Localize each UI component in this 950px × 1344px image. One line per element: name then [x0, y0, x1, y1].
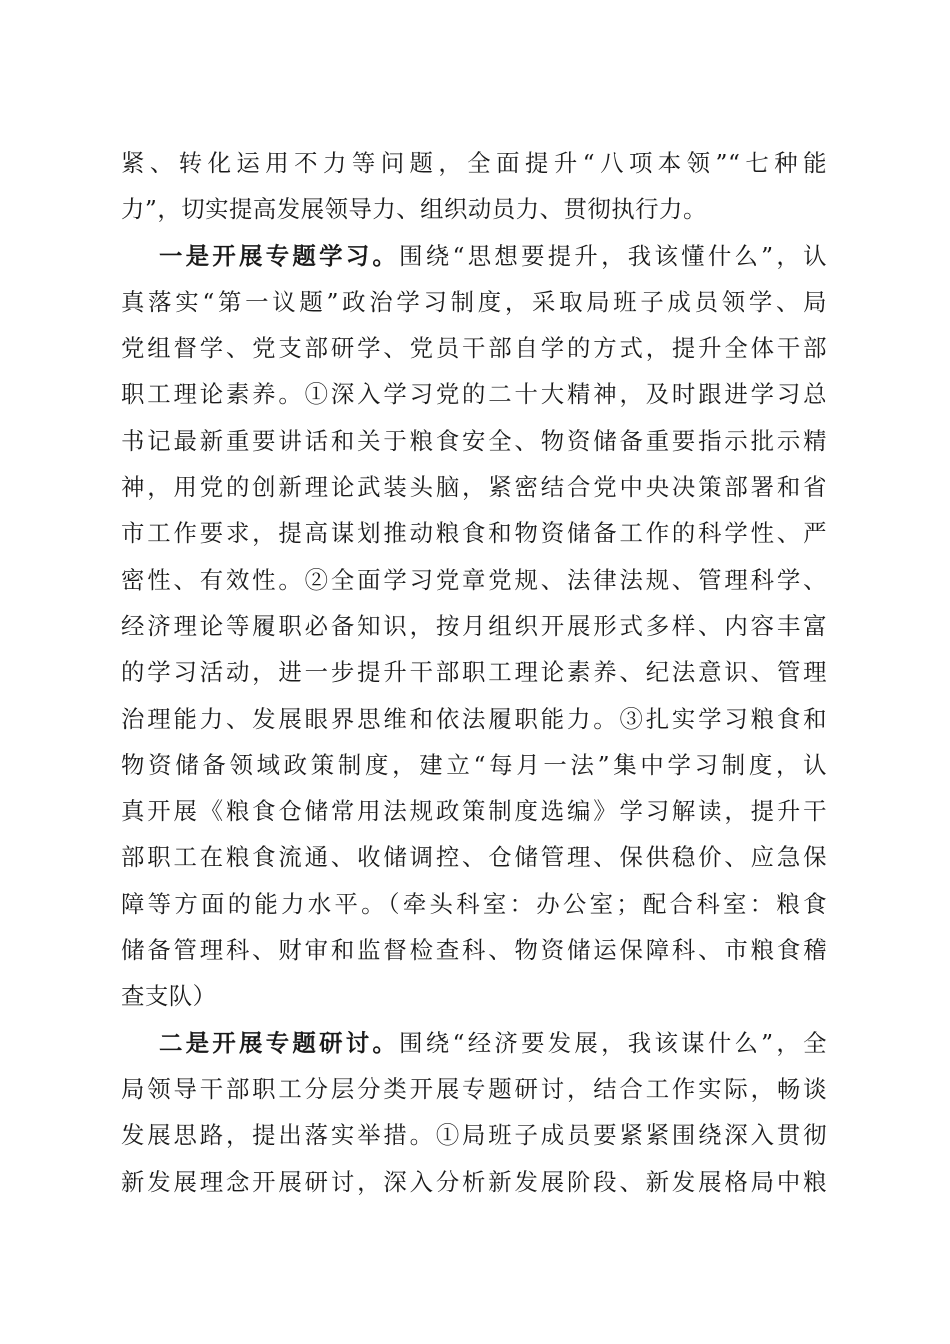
line-text: 局领导干部职工分层分类开展专题研讨，结合工作实际，畅谈: [121, 1074, 827, 1103]
line-text: 力”，切实提高发展领导力、组织动员力、贯彻执行力。: [121, 195, 707, 224]
text-line: [121, 973, 827, 1019]
line-text: 的学习活动，进一步提升干部职工理论素养、纪法意识、管理: [121, 658, 827, 687]
line-text: 部职工在粮食流通、收储调控、仓储管理、保供稳价、应急保: [121, 843, 827, 872]
text-line: [121, 834, 827, 880]
line-text: 神，用党的创新理论武装头脑，紧密结合党中央决策部署和省: [121, 473, 827, 502]
line-text: 围绕“经济要发展，我该谋什么”，全: [399, 1028, 827, 1057]
line-text: 发展思路，提出落实举措。①局班子成员要紧紧围绕深入贯彻: [121, 1121, 827, 1150]
text-line: [121, 788, 827, 834]
text-line: [121, 279, 827, 325]
line-text: 职工理论素养。①深入学习党的二十大精神，及时跟进学习总: [121, 380, 827, 409]
text-line: [121, 1020, 827, 1066]
text-line: [121, 1112, 827, 1158]
line-text: 围绕“思想要提升，我该懂什么”，认: [399, 241, 827, 270]
line-text: 党组督学、党支部研学、党员干部自学的方式，提升全体干部: [121, 334, 827, 363]
text-line: [121, 418, 827, 464]
line-text: 密性、有效性。②全面学习党章党规、法律法规、管理科学、: [121, 565, 827, 594]
paragraph-lead: 二是开展专题研讨。: [159, 1028, 400, 1057]
text-line: [121, 881, 827, 927]
text-line: [121, 233, 827, 279]
line-text: 物资储备领域政策制度，建立“每月一法”集中学习制度，认: [121, 750, 827, 779]
text-line: [121, 603, 827, 649]
text-line: [121, 325, 827, 371]
line-text: 紧、转化运用不力等问题，全面提升“八项本领”“七种能: [121, 149, 827, 177]
text-line: [121, 510, 827, 556]
line-text: 障等方面的能力水平。（牵头科室：办公室；配合科室：粮食: [121, 889, 827, 918]
line-text: 市工作要求，提高谋划推动粮食和物资储备工作的科学性、严: [121, 519, 827, 548]
line-text: 书记最新重要讲话和关于粮食安全、物资储备重要指示批示精: [121, 426, 827, 455]
text-line: [121, 371, 827, 417]
text-line: [121, 1159, 827, 1205]
text-line: [121, 696, 827, 742]
line-text: 新发展理念开展研讨，深入分析新发展阶段、新发展格局中粮: [121, 1167, 827, 1196]
line-text: 经济理论等履职必备知识，按月组织开展形式多样、内容丰富: [121, 611, 827, 640]
line-text: 储备管理科、财审和监督检查科、物资储运保障科、市粮食稽: [121, 936, 827, 965]
text-line: [121, 927, 827, 973]
body-text: [121, 140, 827, 1205]
line-text: 治理能力、发展眼界思维和依法履职能力。③扎实学习粮食和: [121, 704, 827, 733]
line-text: 查支队）: [121, 982, 217, 1011]
text-line: [121, 557, 827, 603]
line-text: 真开展《粮食仓储常用法规政策制度选编》学习解读，提升干: [121, 797, 827, 826]
line-text: 真落实“第一议题”政治学习制度，采取局班子成员领学、局: [121, 287, 827, 316]
text-line: [121, 464, 827, 510]
text-line: [121, 186, 827, 232]
text-line: [121, 140, 827, 186]
text-line: [121, 649, 827, 695]
text-line: [121, 1066, 827, 1112]
text-line: [121, 742, 827, 788]
paragraph-lead: 一是开展专题学习。: [159, 241, 400, 270]
